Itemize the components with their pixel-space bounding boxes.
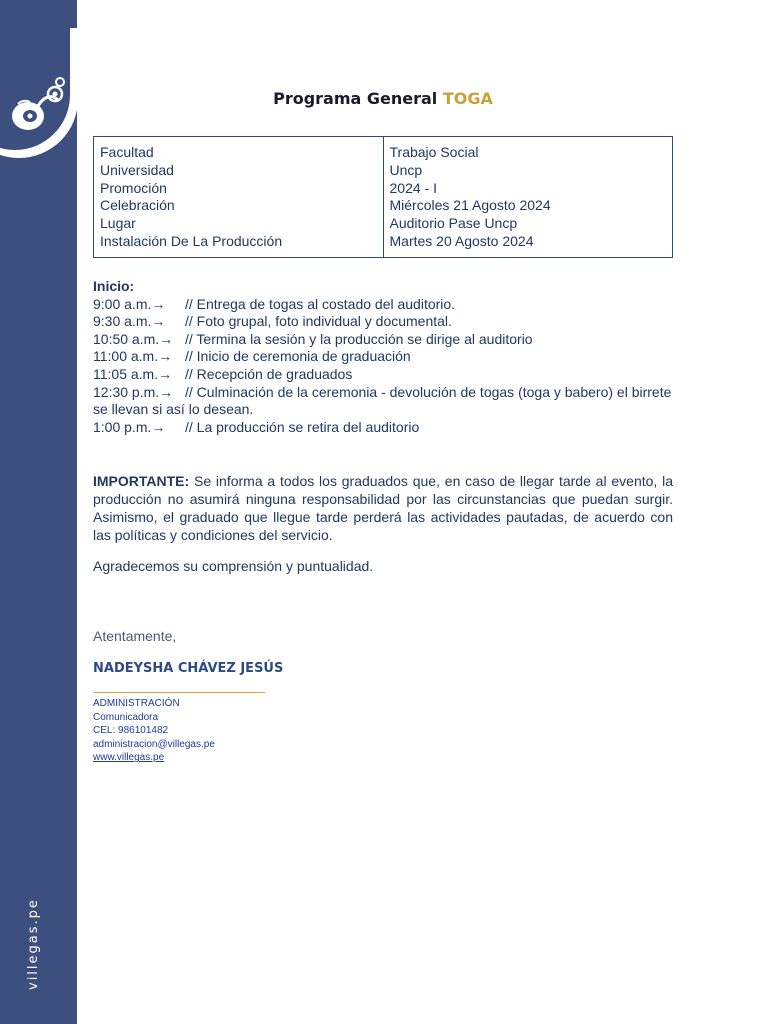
sidebar-brand: villegas.pe: [26, 898, 41, 990]
signature-department: ADMINISTRACIÓN: [93, 698, 180, 709]
schedule-item: [93, 296, 673, 314]
signature-divider: [93, 692, 265, 693]
sidebar: [0, 0, 77, 1024]
label-installation: Instalación De La Producción: [100, 232, 283, 249]
schedule-text: // Foto grupal, foto individual y documental.: [185, 313, 452, 330]
schedule-item: [93, 419, 673, 437]
label-promotion: Promoción: [100, 179, 167, 196]
signature-name: NADEYSHA CHÁVEZ JESÚS: [93, 661, 284, 676]
schedule-item: [93, 384, 673, 419]
schedule: [93, 278, 673, 436]
schedule-item: [93, 366, 673, 384]
info-table: [93, 136, 673, 258]
regards-line: Atentamente,: [93, 628, 177, 644]
thanks-line: Agradecemos su comprensión y puntualidad.: [93, 558, 374, 574]
value-place: Auditorio Pase Uncp: [389, 215, 518, 232]
schedule-text: // Inicio de ceremonia de graduación: [185, 348, 411, 365]
schedule-heading: Inicio:: [93, 278, 135, 294]
important-notice: [93, 472, 673, 544]
signature-phone: CEL: 986101482: [93, 725, 169, 737]
value-celebration: Miércoles 21 Agosto 2024: [389, 197, 551, 214]
schedule-time: 11:00 a.m.→: [93, 348, 173, 365]
schedule-text: // Culminación de la ceremonia - devolución de togas (toga y babero) el birrete se llevan si así lo desean.: [93, 383, 672, 418]
label-place: Lugar: [100, 215, 136, 232]
title-main: Programa General: [273, 89, 438, 108]
schedule-text: // Termina la sesión y la producción se dirige al auditorio: [185, 330, 533, 347]
label-faculty: Facultad: [100, 144, 154, 160]
info-values: [384, 137, 673, 257]
schedule-time: 10:50 a.m.→: [93, 330, 174, 347]
label-university: Universidad: [100, 161, 174, 178]
notice-text: Se informa a todos los graduados que, en caso de llegar tarde al evento, la producción no asumirá ninguna responsabilidad por las circunstancias que puedan surgir. Asimismo, el graduado que llegue tarde perderá las actividades pautadas, de acuerdo con las políticas y condiciones del servicio.: [93, 473, 673, 543]
schedule-time: 9:30 a.m.→: [93, 313, 166, 330]
schedule-time: 11:05 a.m.→: [93, 365, 173, 382]
schedule-time: 1:00 p.m.→: [93, 418, 166, 435]
schedule-time: 9:00 a.m.→: [93, 295, 166, 312]
label-celebration: Celebración: [100, 197, 175, 214]
title-accent: TOGA: [442, 89, 493, 108]
value-university: Uncp: [389, 161, 423, 178]
info-labels: [94, 137, 384, 257]
value-installation: Martes 20 Agosto 2024: [389, 232, 534, 249]
page-title: [93, 89, 673, 108]
schedule-item: [93, 331, 673, 349]
signature-role: Comunicadora: [93, 711, 159, 723]
schedule-text: // Entrega de togas al costado del auditorio.: [185, 295, 456, 312]
schedule-text: // La producción se retira del auditorio: [185, 418, 420, 435]
brand-logo-icon: [8, 70, 68, 134]
schedule-text: // Recepción de graduados: [185, 365, 353, 382]
schedule-item: [93, 313, 673, 331]
signature-block: [93, 697, 215, 765]
signature-website-link[interactable]: www.villegas.pe: [93, 752, 165, 764]
value-faculty: Trabajo Social: [389, 144, 479, 160]
schedule-item: [93, 348, 673, 366]
value-promotion: 2024 - I: [389, 179, 437, 196]
notice-label: IMPORTANTE:: [93, 473, 190, 489]
schedule-time: 12:30 p.m.→: [93, 383, 174, 400]
signature-email[interactable]: administracion@villegas.pe: [93, 738, 215, 750]
